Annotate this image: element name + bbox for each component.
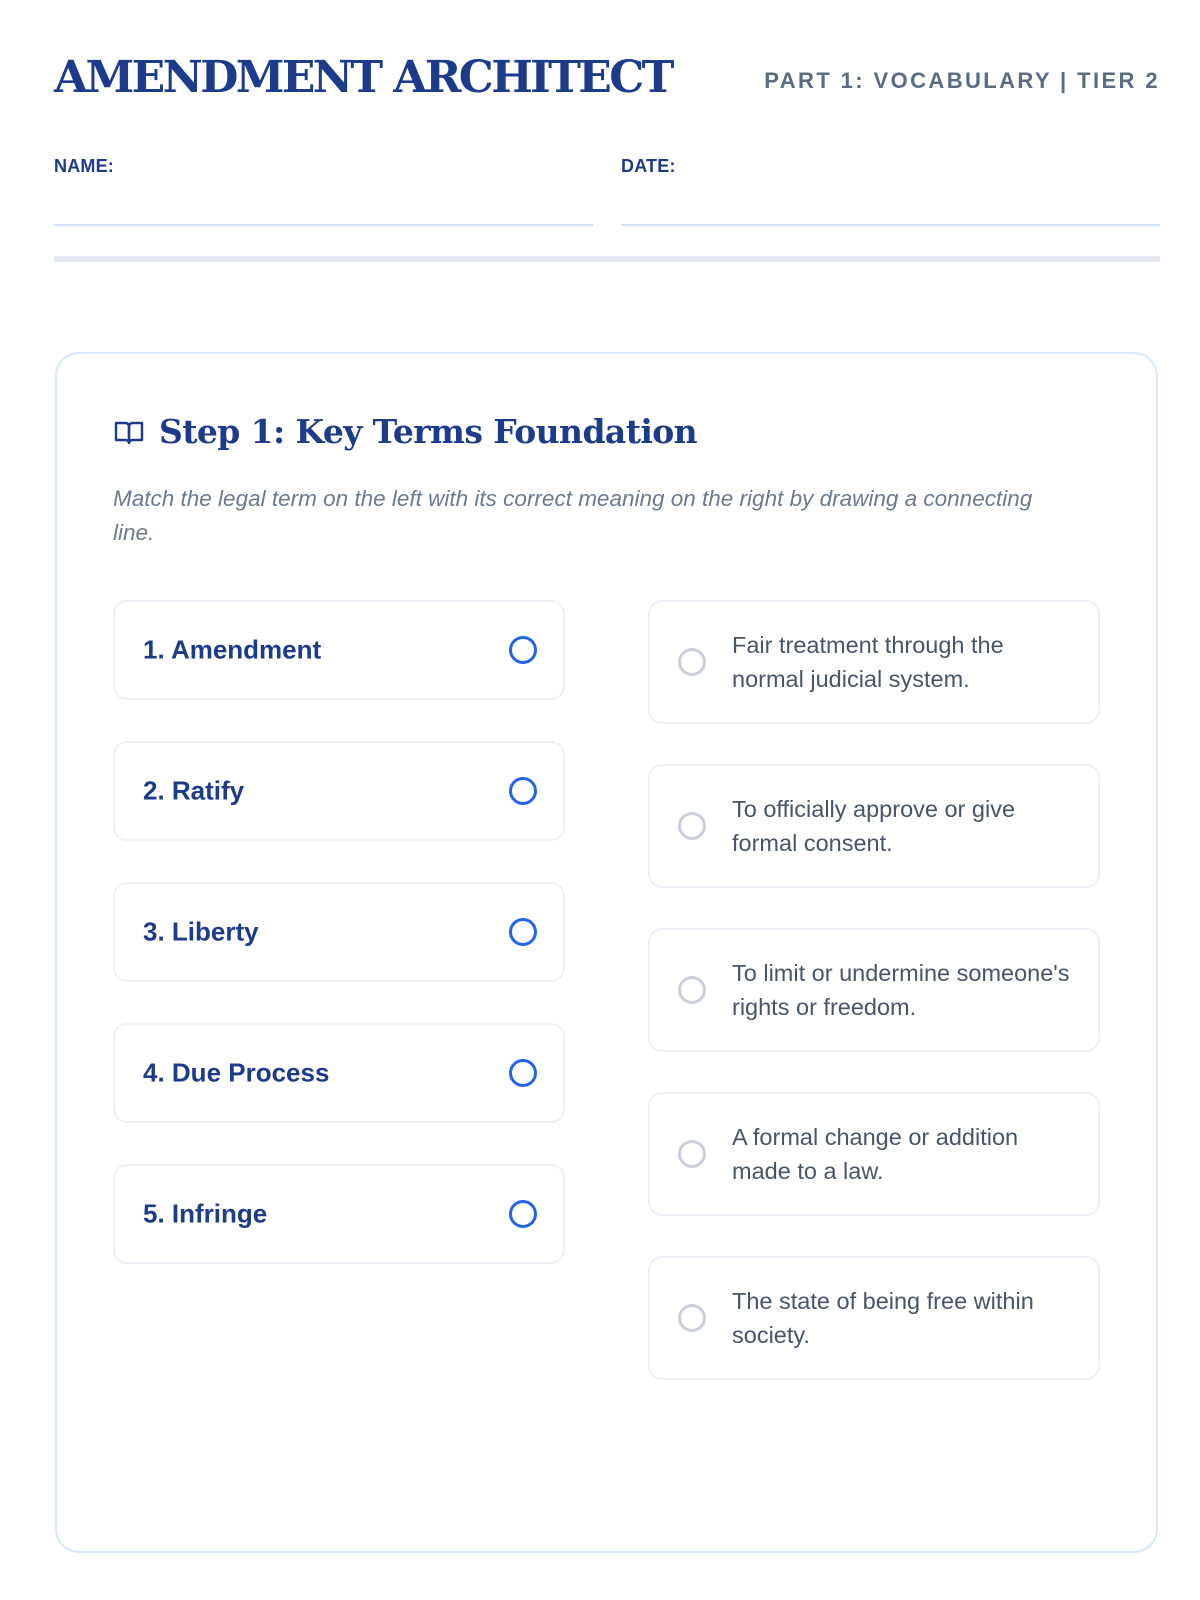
date-input[interactable] [621, 184, 1160, 226]
definition-item[interactable] [648, 764, 1100, 888]
date-label: DATE: [621, 156, 676, 176]
date-field-group [621, 156, 1160, 228]
definition-text: To officially approve or give formal consent. [732, 796, 1016, 856]
definition-item[interactable] [648, 600, 1100, 724]
step-title: Step 1: Key Terms Foundation [159, 412, 698, 451]
definition-connector-dot[interactable] [678, 812, 706, 840]
term-item[interactable] [113, 741, 565, 841]
term-label: 2. Ratify [143, 775, 245, 806]
definition-connector-dot[interactable] [678, 976, 706, 1004]
term-item[interactable] [113, 882, 565, 982]
term-item[interactable] [113, 1023, 565, 1123]
definition-connector-dot[interactable] [678, 648, 706, 676]
definition-text: Fair treatment through the normal judicial system. [732, 632, 1004, 692]
worksheet-subtitle: PART 1: VOCABULARY | TIER 2 [764, 68, 1160, 93]
name-input[interactable] [54, 184, 593, 226]
step-instructions: Match the legal term on the left with its correct meaning on the right by drawing a connecting line. [113, 486, 1033, 545]
term-connector-dot[interactable] [509, 918, 537, 946]
name-label: NAME: [54, 156, 114, 176]
term-connector-dot[interactable] [509, 1200, 537, 1228]
term-connector-dot[interactable] [509, 777, 537, 805]
definition-text: The state of being free within society. [732, 1288, 1034, 1348]
definition-text: To limit or undermine someone's rights or freedom. [732, 960, 1070, 1020]
definition-item[interactable] [648, 1256, 1100, 1380]
open-book-icon [113, 416, 145, 448]
worksheet-header [54, 52, 1160, 112]
step-heading [113, 412, 697, 451]
definition-item[interactable] [648, 1092, 1100, 1216]
term-label: 1. Amendment [143, 634, 322, 665]
definition-connector-dot[interactable] [678, 1304, 706, 1332]
term-label: 4. Due Process [143, 1057, 330, 1088]
term-item[interactable] [113, 600, 565, 700]
step-1-card [55, 352, 1158, 1553]
term-connector-dot[interactable] [509, 1059, 537, 1087]
header-divider [54, 256, 1160, 262]
term-label: 3. Liberty [143, 916, 259, 947]
definition-item[interactable] [648, 928, 1100, 1052]
term-label: 5. Infringe [143, 1198, 268, 1229]
definition-connector-dot[interactable] [678, 1140, 706, 1168]
worksheet-title: AMENDMENT ARCHITECT [54, 52, 672, 103]
name-field-group [54, 156, 593, 228]
term-item[interactable] [113, 1164, 565, 1264]
definition-text: A formal change or addition made to a law. [732, 1124, 1019, 1184]
term-connector-dot[interactable] [509, 636, 537, 664]
